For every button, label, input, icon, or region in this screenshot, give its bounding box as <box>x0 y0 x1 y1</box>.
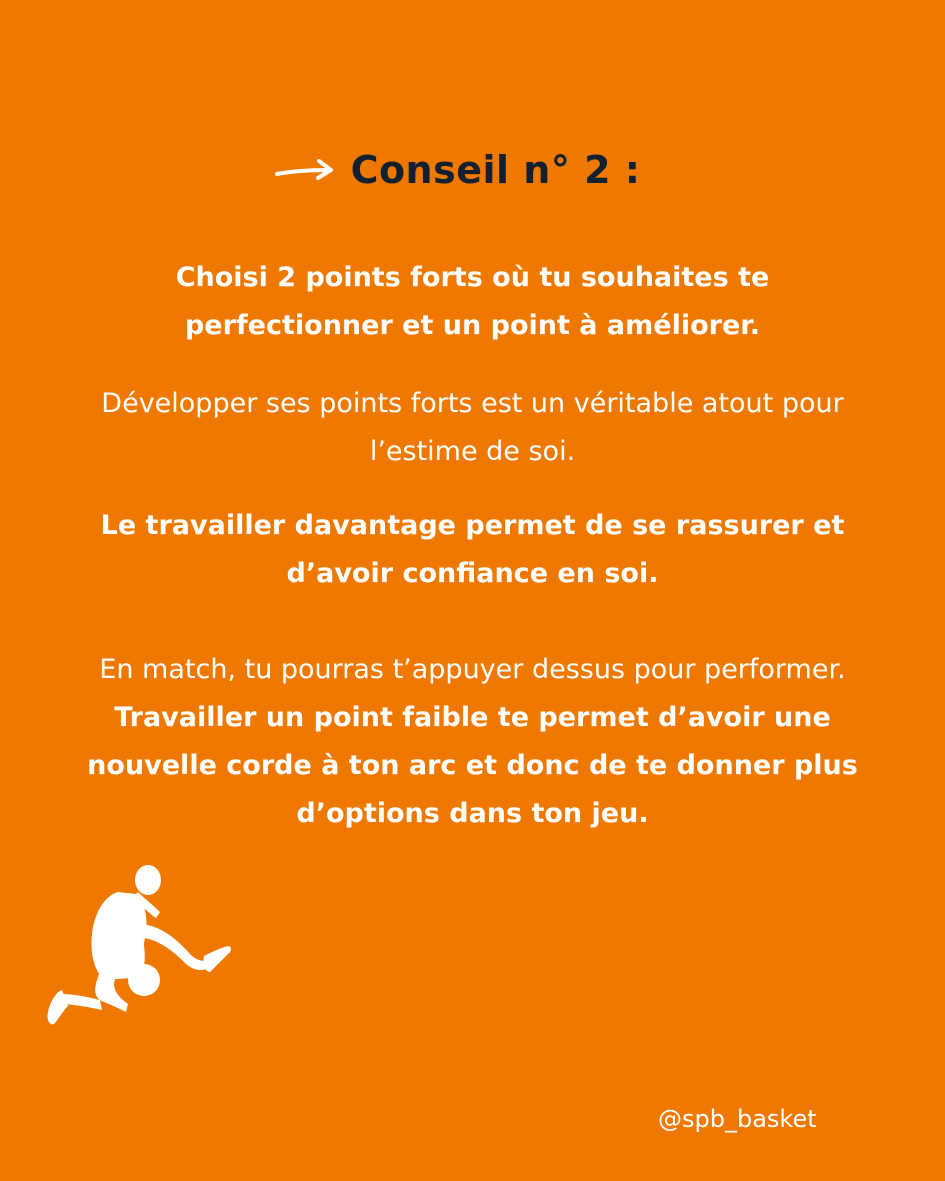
heading <box>0 148 945 208</box>
paragraph-4-regular: En match, tu pourras t’appuyer dessus pour performer. <box>99 654 846 685</box>
paragraph-3: Le travailler davantage permet de se rassurer et d’avoir confiance en soi. <box>100 510 845 589</box>
basketball-player-silhouette-icon <box>44 862 236 1032</box>
paragraph-1: Choisi 2 points forts où tu souhaites te perfectionner et un point à améliorer. <box>175 262 770 341</box>
page-title: Conseil n° 2 : <box>350 148 641 192</box>
paragraph-2: Développer ses points forts est un véritable atout pour l’estime de soi. <box>101 388 844 467</box>
social-handle: @spb_basket <box>658 1105 817 1133</box>
right-arrow-icon <box>275 158 337 182</box>
paragraph-4 <box>80 646 865 838</box>
paragraph-4-bold: Travailler un point faible te permet d’avoir une nouvelle corde à ton arc et donc de te donner plus d’options dans ton jeu. <box>87 702 858 829</box>
